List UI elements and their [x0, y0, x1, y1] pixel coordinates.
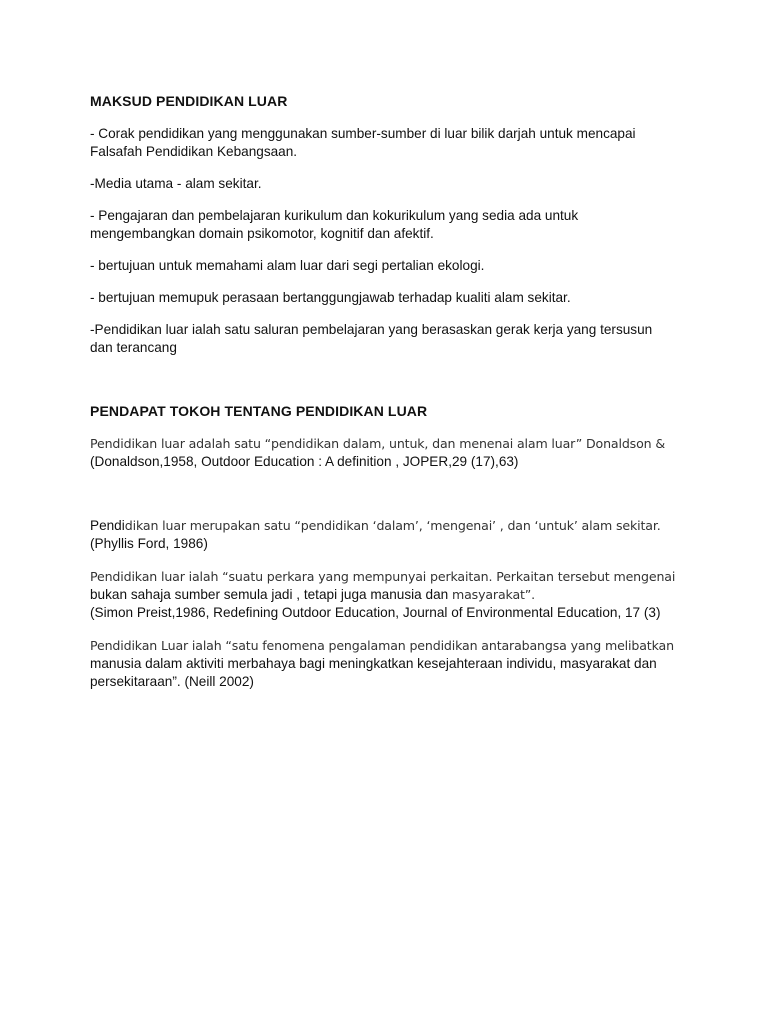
definition-line: - bertujuan memupuk perasaan bertanggungjawab terhadap kualiti alam sekitar.	[90, 290, 571, 305]
definition-item	[90, 289, 680, 307]
definition-line: mengembangkan domain psikomotor, kognitif dan afektif.	[90, 226, 434, 241]
definition-item	[90, 321, 680, 357]
quote-text-rest: dikan luar merupakan satu “pendidikan ‘dalam’, ‘mengenai’ , dan ‘untuk’ alam sekitar.	[124, 518, 661, 533]
quote-text-continued	[90, 586, 680, 604]
definition-line: Falsafah Pendidikan Kebangsaan.	[90, 144, 298, 159]
quote-citation: (Simon Preist,1986, Redefining Outdoor Education, Journal of Environmental Education, 17 (3)	[90, 605, 661, 620]
definition-line: -Media utama - alam sekitar.	[90, 176, 262, 191]
quote-text: Pendidikan luar ialah “suatu perkara yang mempunyai perkaitan. Perkaitan tersebut mengenai	[90, 569, 676, 584]
quote-donaldson	[90, 435, 680, 471]
definition-item	[90, 175, 680, 193]
definition-line: - Corak pendidikan yang menggunakan sumber-sumber di luar bilik darjah untuk mencapai	[90, 126, 636, 141]
quote-text-start: Pendi	[90, 518, 125, 533]
quote-ford	[90, 517, 680, 553]
definition-line: - bertujuan untuk memahami alam luar dari segi pertalian ekologi.	[90, 258, 485, 273]
definition-item	[90, 257, 680, 275]
quote-citation: (Phyllis Ford, 1986)	[90, 536, 208, 551]
quote-text-continued: manusia dalam aktiviti merbahaya bagi meningkatkan kesejahteraan individu, masyarakat dan	[90, 656, 657, 671]
quote-preist	[90, 568, 680, 622]
definition-line: dan terancang	[90, 340, 177, 355]
definition-item	[90, 207, 680, 243]
definition-line: - Pengajaran dan pembelajaran kurikulum dan kokurikulum yang sedia ada untuk	[90, 208, 579, 223]
section-heading-maksud: MAKSUD PENDIDIKAN LUAR	[90, 93, 288, 109]
quote-citation: (Donaldson,1958, Outdoor Education : A definition , JOPER,29 (17),63)	[90, 454, 519, 469]
section-heading-pendapat: PENDAPAT TOKOH TENTANG PENDIDIKAN LUAR	[90, 403, 428, 419]
quote-neill	[90, 637, 680, 691]
quote-text-part: bukan sahaja sumber semula jadi , tetapi juga manusia dan	[90, 587, 452, 602]
quote-text	[90, 517, 680, 535]
definition-item	[90, 125, 680, 161]
definition-line: -Pendidikan luar ialah satu saluran pembelajaran yang berasaskan gerak kerja yang tersusun	[90, 322, 653, 337]
quote-text: Pendidikan luar adalah satu “pendidikan dalam, untuk, dan menenai alam luar” Donaldson &	[90, 436, 665, 451]
quote-text: Pendidikan Luar ialah “satu fenomena pengalaman pendidikan antarabangsa yang melibatkan	[90, 638, 674, 653]
document-page	[90, 0, 690, 1024]
quote-citation: persekitaraan”. (Neill 2002)	[90, 674, 254, 689]
quote-text-end: masyarakat”.	[451, 587, 536, 602]
